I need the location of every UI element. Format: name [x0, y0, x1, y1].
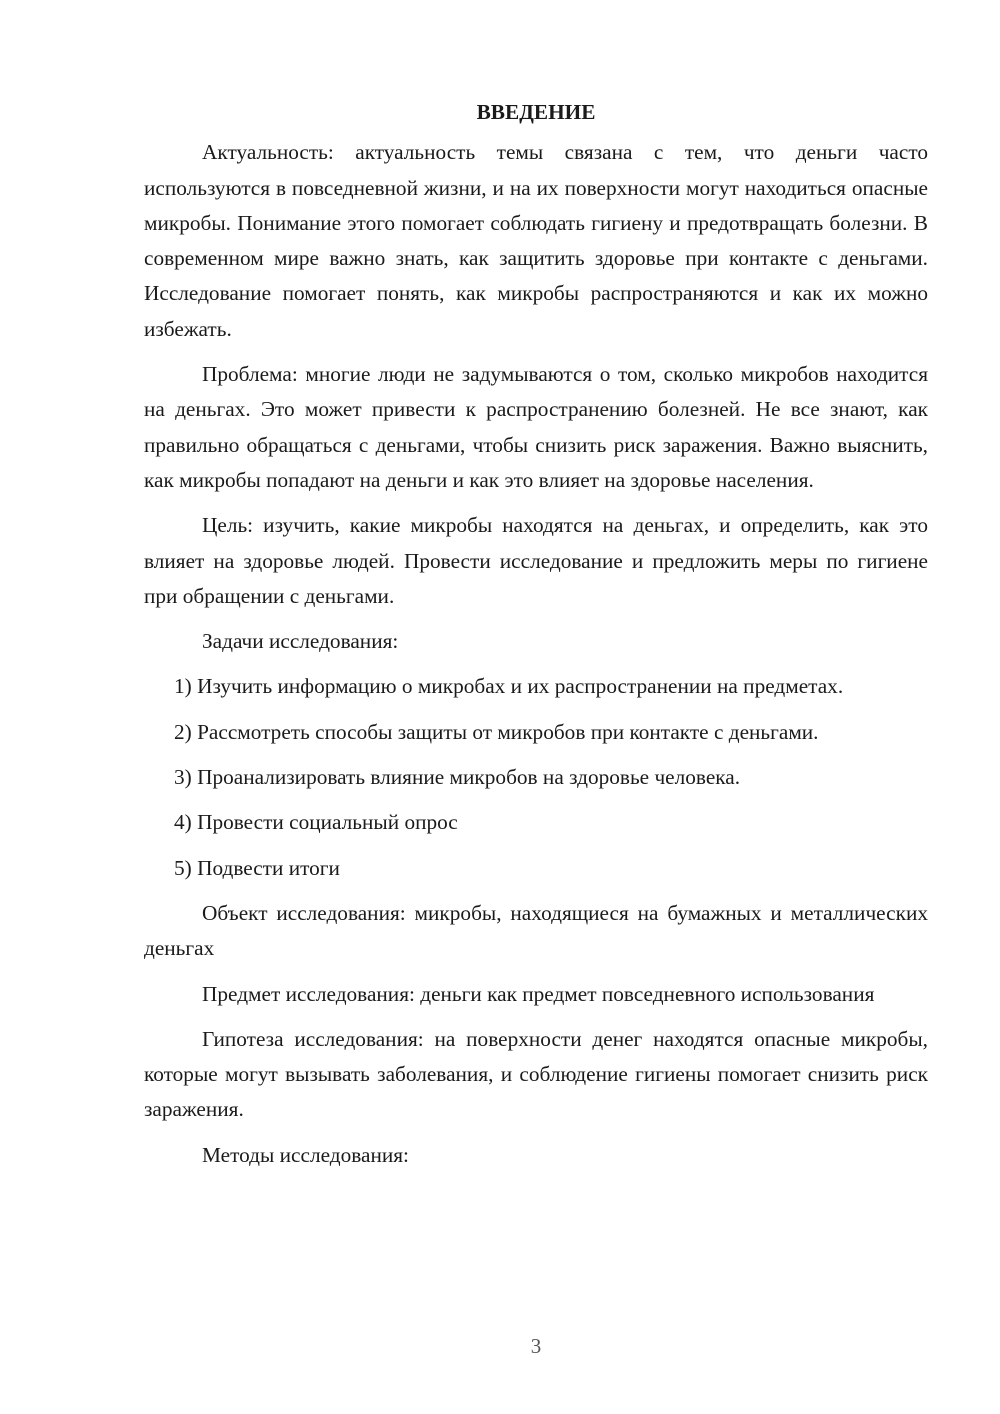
task-item-3: 3) Проанализировать влияние микробов на здоровье человека. [174, 765, 741, 790]
task-item-1: 1) Изучить информацию о микробах и их распространении на предметах. [174, 674, 844, 699]
paragraph-problem: Проблема: многие люди не задумываются о том, сколько микробов находится на деньгах. Это может привести к распространению болезней. Не все знают, как правильно обращаться с деньгами, чтобы снизить риск заражения. Важно выяснить, как микробы попадают на деньги и как это влияет на здоровье населения. [144, 362, 928, 492]
document-page [144, 95, 928, 1183]
paragraph-subject: Предмет исследования: деньги как предмет повседневного использования [202, 981, 875, 1006]
paragraph-methods: Методы исследования: [202, 1142, 409, 1167]
page-number: 3 [530, 1334, 542, 1358]
task-item-5: 5) Подвести итоги [174, 855, 340, 880]
section-title: ВВЕДЕНИЕ [476, 100, 596, 124]
paragraph-tasks-heading: Задачи исследования: [202, 629, 399, 654]
task-item-2: 2) Рассмотреть способы защиты от микробов при контакте с деньгами. [174, 719, 819, 744]
paragraph-relevance: Актуальность: актуальность темы связана с тем, что деньги часто используются в повседневной жизни, и на их поверхности могут находиться опасные микробы. Понимание этого помогает соблюдать гигиену и предотвращать болезни. В современном мире важно знать, как защитить здоровье при контакте с деньгами. Исследование помогает понять, как микробы распространяются и как их можно избежать. [144, 140, 928, 341]
paragraph-goal: Цель: изучить, какие микробы находятся на деньгах, и определить, как это влияет на здоровье людей. Провести исследование и предложить меры по гигиене при обращении с деньгами. [144, 513, 928, 608]
paragraph-hypothesis: Гипотеза исследования: на поверхности денег находятся опасные микробы, которые могут вызывать заболевания, и соблюдение гигиены помогает снизить риск заражения. [144, 1026, 928, 1122]
task-item-4: 4) Провести социальный опрос [174, 810, 458, 835]
paragraph-object: Объект исследования: микробы, находящиеся на бумажных и металлических деньгах [144, 900, 928, 961]
